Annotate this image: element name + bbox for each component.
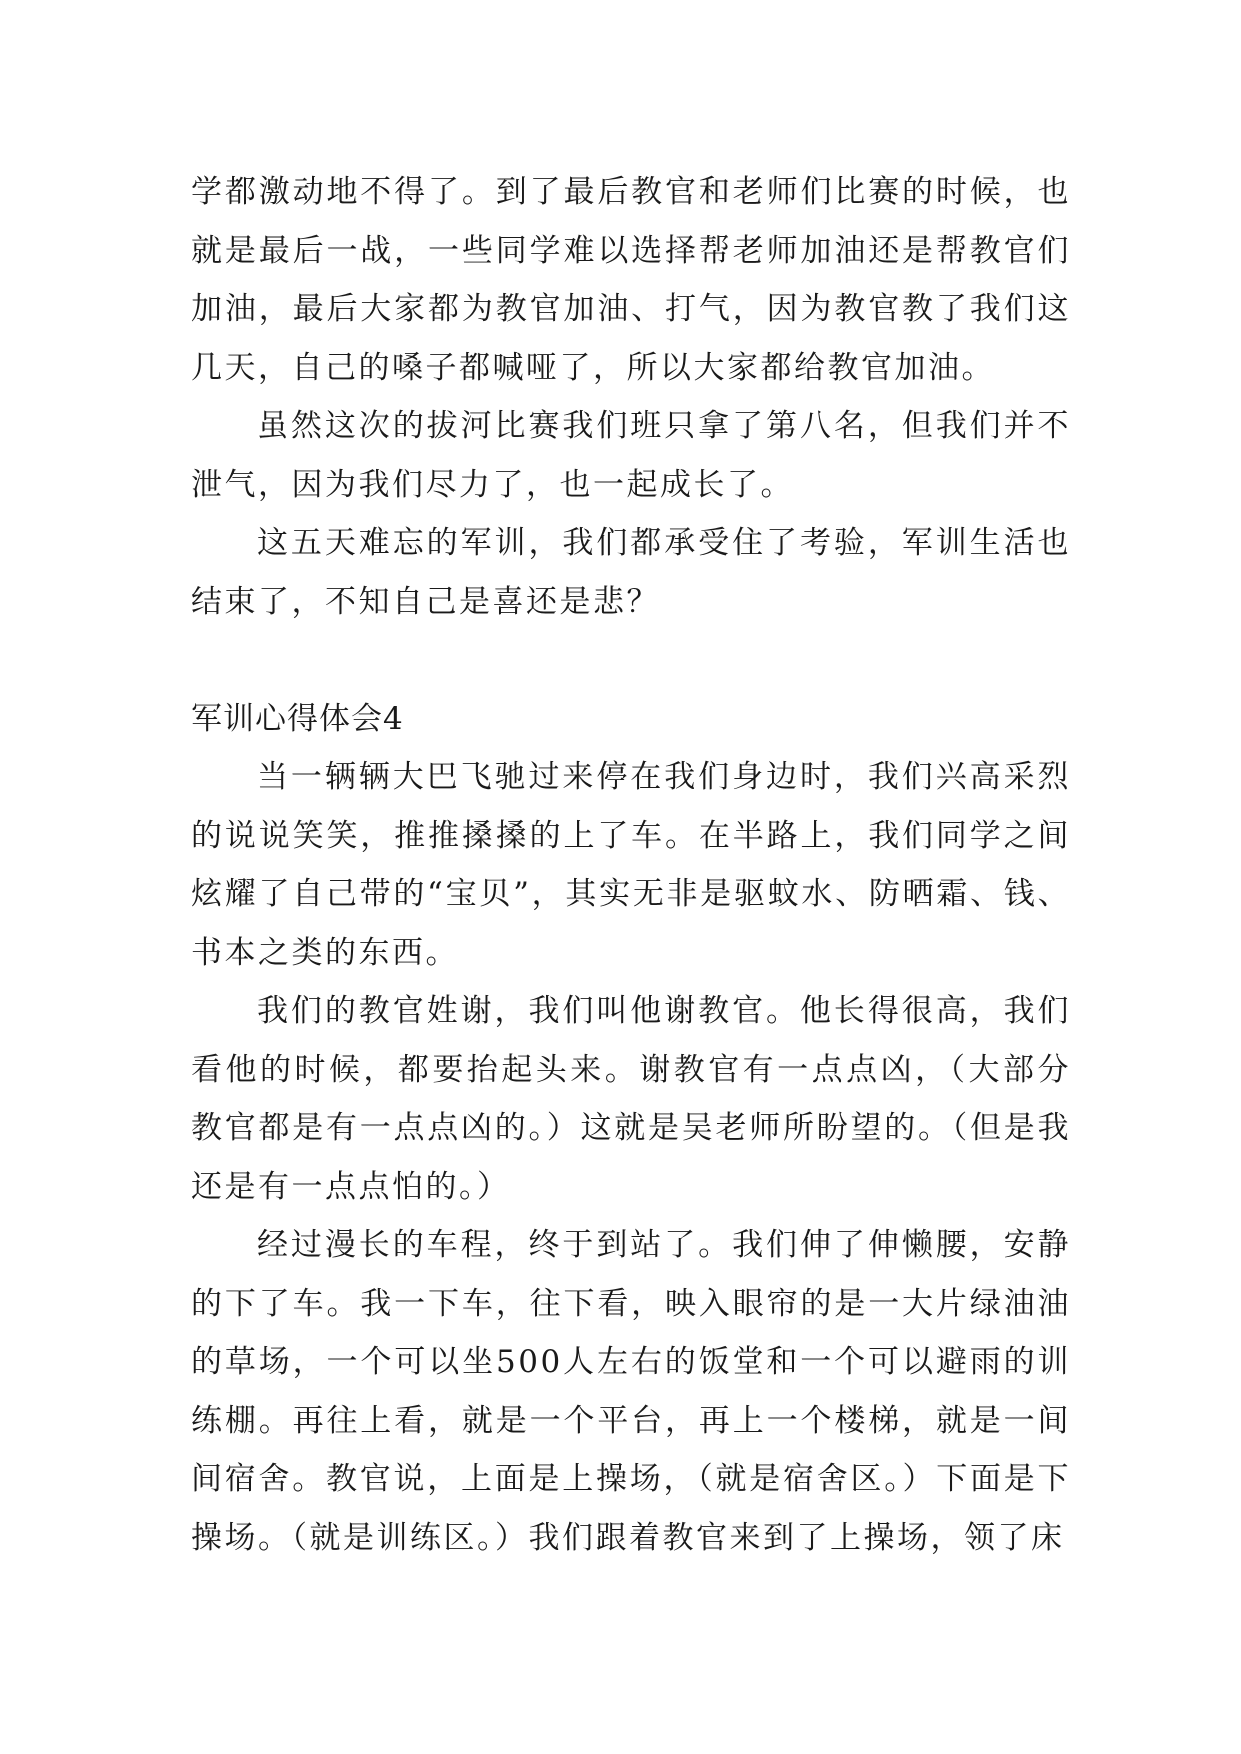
document-body (191, 163, 1071, 1567)
section-title: 军训心得体会4 (191, 700, 404, 737)
paragraph-military-training-end: 这五天难忘的军训，我们都承受住了考验，军训生活也结束了，不知自己是喜还是悲？ (191, 525, 1071, 620)
paragraph-continued: 学都激动地不得了。到了最后教官和老师们比赛的时候，也就是最后一战，一些同学难以选择帮老师加油还是帮教官们加油，最后大家都为教官加油、打气，因为教官教了我们这几天，自己的嗓子都喊哑了，所以大家都给教官加油。 (191, 174, 1071, 386)
paragraph-arrival: 经过漫长的车程，终于到站了。我们伸了伸懒腰，安静的下了车。我一下车，往下看，映入眼帘的是一大片绿油油的草场，一个可以坐500人左右的饭堂和一个可以避雨的训练棚。再往上看，就是一个平台，再上一个楼梯，就是一间间宿舍。教官说，上面是上操场，（就是宿舍区。）下面是下操场。（就是训练区。）我们跟着教官来到了上操场，领了床 (191, 1227, 1071, 1556)
section-spacer (191, 631, 1071, 690)
paragraph-bus-ride: 当一辆辆大巴飞驰过来停在我们身边时，我们兴高采烈的说说笑笑，推推搡搡的上了车。在半路上，我们同学之间炫耀了自己带的“宝贝”，其实无非是驱蚊水、防晒霜、钱、书本之类的东西。 (191, 759, 1071, 971)
paragraph-instructor: 我们的教官姓谢，我们叫他谢教官。他长得很高，我们看他的时候，都要抬起头来。谢教官有一点点凶，（大部分教官都是有一点点凶的。）这就是吴老师所盼望的。（但是我还是有一点点怕的。） (191, 993, 1071, 1205)
paragraph-tug-of-war: 虽然这次的拔河比赛我们班只拿了第八名，但我们并不泄气，因为我们尽力了，也一起成长了。 (191, 408, 1071, 503)
